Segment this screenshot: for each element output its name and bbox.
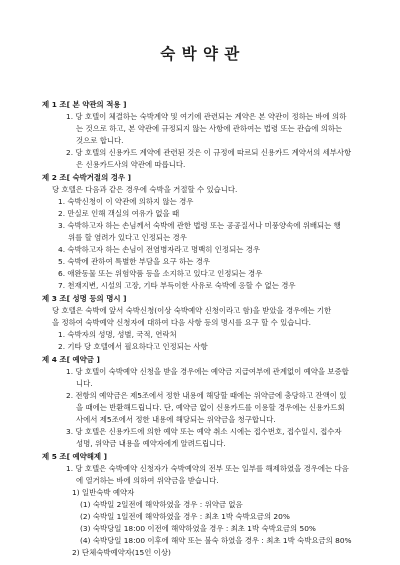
clause-line: 당 호텔은 다음과 같은 경우에 숙박을 거절할 수 있습니다. [52, 185, 238, 194]
clause-line: 위를 할 염려가 있다고 인정되는 경우 [68, 233, 187, 242]
clause-line: (1) 숙박일 2일전에 해약하였을 경우 : 위약금 없음 [80, 500, 243, 509]
clause-line: 1) 일반숙박 예약자 [72, 488, 135, 497]
clause-line: 은 신용카드사의 약관에 따릅니다. [76, 160, 186, 169]
clause-line: (4) 숙박당일 18:00 이후에 해약 또는 불숙 하였을 경우 : 최초 1박 숙박요금의 80% [80, 536, 352, 545]
clause-line: 4. 숙박하고자 하는 손님이 전염병자라고 명백히 인정되는 경우 [58, 245, 260, 254]
clause-line: 2. 당 호텔의 신용카드 계약에 관련된 것은 이 규정에 따르되 신용카드 계약서의 세부사항 [66, 148, 352, 157]
clause-line: 것으로 합니다. [76, 136, 124, 145]
clause-line: 1. 숙박신청이 이 약관에 의하지 않는 경우 [58, 197, 194, 206]
clause-line: 는 것으로 하고, 본 약관에 규정되지 않는 사항에 관하여는 법령 또는 관습에 의하는 [76, 124, 343, 133]
clause-line: 1. 숙박자의 성명, 성별, 국적, 연락처 [58, 330, 177, 339]
clause-line: 2) 단체숙박예약자(15인 이상) [72, 548, 171, 557]
clause-line: 에 열거하는 바에 의하여 위약금을 받습니다. [76, 476, 219, 485]
clause-line: 을 정하여 숙박예약 신청자에 대하여 다음 사항 등의 명시를 요구 할 수 있습니다. [52, 318, 312, 327]
page-title: 숙 박 약 관 [160, 45, 240, 63]
article-heading: 제 4 조[ 예약금 ] [42, 355, 100, 364]
article-heading: 제 3 조[ 성명 등의 명시 ] [42, 294, 127, 303]
clause-line: 5. 숙박에 관하여 특별한 부담을 요구 하는 경우 [58, 257, 211, 266]
clause-line: 1. 당 호텔이 숙박예약 신청을 받을 경우에는 예약금 지급여부에 관계없이 예약을 보증합 [66, 367, 349, 376]
clause-line: 2. 전항의 예약금은 제5조에서 정한 내용에 해당할 때에는 위약금에 충당하고 잔액이 있 [66, 391, 347, 400]
clause-line: 7. 천재지변, 시설의 고장, 기타 부득이한 사유로 숙박에 응할 수 없는 경우 [58, 281, 296, 290]
clause-line: (3) 숙박당일 18:00 이전에 해약하였을 경우 : 최초 1박 숙박요금의 50% [80, 524, 316, 533]
clause-line: 을 때에는 반환해드립니다. 단, 예약금 없이 신용카드를 이용할 경우에는 신용카드회 [76, 403, 345, 412]
clause-line: 성명, 위약금 내용을 예약자에게 알려드립니다. [76, 439, 226, 448]
article-heading: 제 5 조[ 예약해제 ] [42, 452, 108, 461]
clause-line: 2. 만실로 인해 객실의 여유가 없을 때 [58, 209, 180, 218]
article-heading: 제 2 조[ 숙박거절의 경우 ] [42, 173, 132, 182]
article-heading: 제 1 조[ 본 약관의 적용 ] [42, 100, 127, 109]
clause-line: 당 호텔은 숙박에 앞서 숙박신청(이상 숙박예약 신청이라고 함)을 받았을 경우에는 기한 [52, 306, 332, 315]
clause-line: 3. 당 호텔은 신용카드에 의한 예약 또는 예약 취소 시에는 접수번호, 접수일시, 접수자 [66, 427, 342, 436]
clause-line: 3. 숙박하고자 하는 손님께서 숙박에 관한 법령 또는 공공질서나 미풍양속에 위배되는 행 [58, 221, 341, 230]
clause-line: 사에서 제5조에서 정한 내용에 해당되는 위약금을 청구합니다. [76, 415, 276, 424]
clause-line: 6. 애완동물 또는 위험약품 등을 소지하고 있다고 인정되는 경우 [58, 269, 263, 278]
clause-line: 1. 당 호텔이 체결하는 숙박계약 및 여기에 관련되는 계약은 본 약관이 정하는 바에 의하 [66, 112, 347, 121]
clause-line: 1. 당 호텔은 숙박예약 신청자가 숙박예약의 전부 또는 일부를 해제하였을 경우에는 다음 [66, 464, 349, 473]
clause-line: (2) 숙박일 1일전에 해약하였을 경우 : 최초 1박 숙박요금의 20% [80, 512, 290, 521]
clause-line: 니다. [76, 379, 93, 388]
clause-line: 2. 기타 당 호텔에서 필요하다고 인정되는 사항 [58, 342, 208, 351]
